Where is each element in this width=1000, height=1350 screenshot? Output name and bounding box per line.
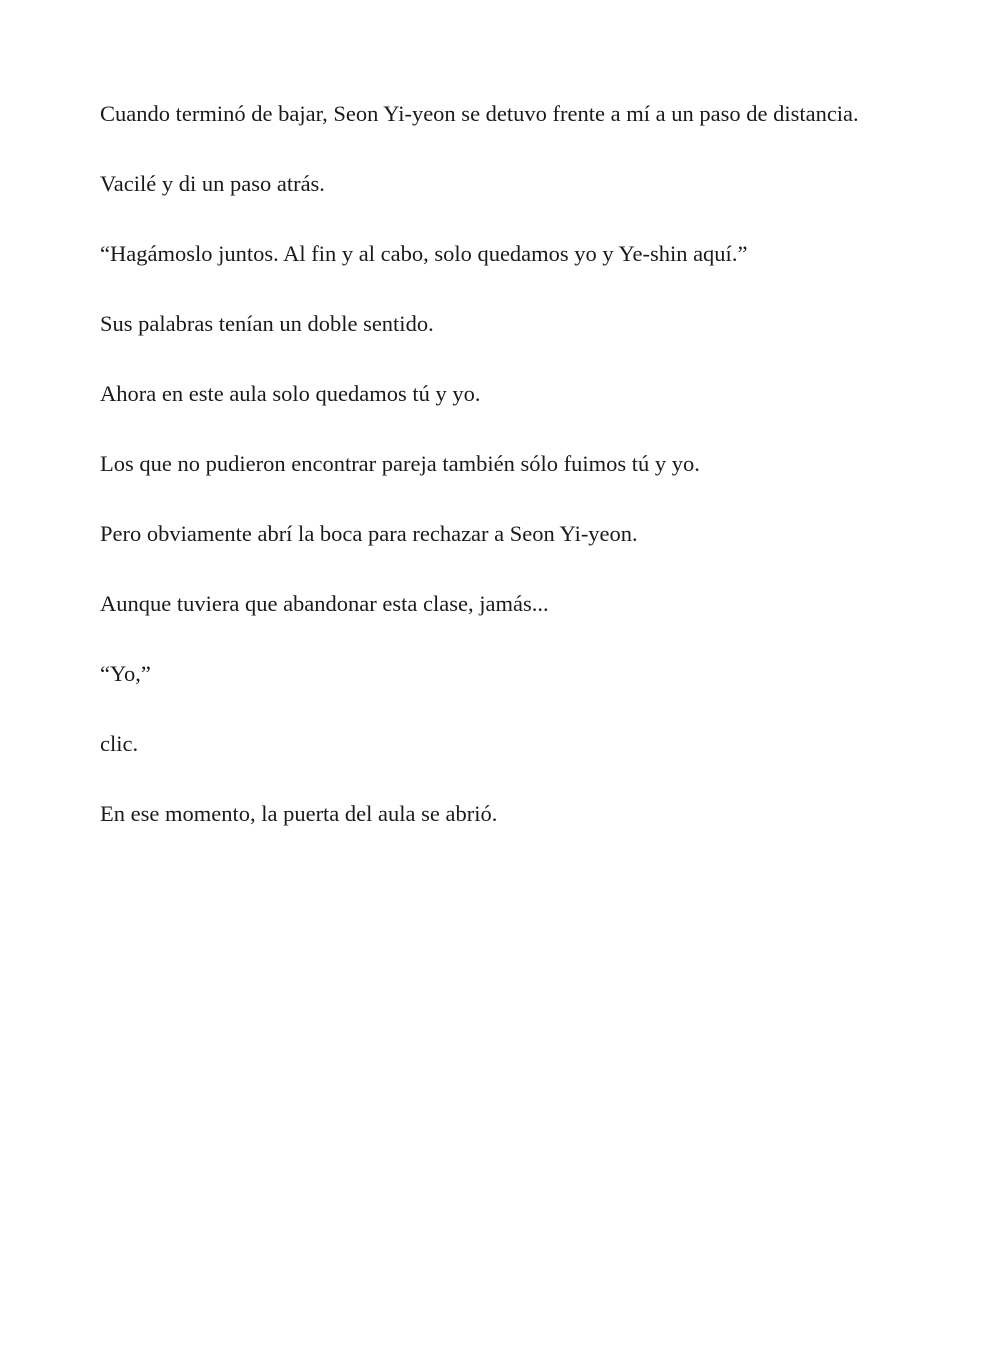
paragraph: Aunque tuviera que abandonar esta clase, jamás...	[100, 591, 549, 616]
paragraph: Sus palabras tenían un doble sentido.	[100, 311, 434, 336]
paragraph: Cuando terminó de bajar, Seon Yi-yeon se detuvo frente a mí a un paso de distancia.	[100, 101, 859, 126]
paragraph: “Hagámoslo juntos. Al fin y al cabo, solo quedamos yo y Ye-shin aquí.”	[100, 241, 748, 266]
paragraph: Los que no pudieron encontrar pareja también sólo fuimos tú y yo.	[100, 451, 700, 476]
paragraph: “Yo,”	[100, 661, 151, 686]
paragraph: Ahora en este aula solo quedamos tú y yo.	[100, 381, 481, 406]
paragraph: clic.	[100, 731, 139, 756]
paragraph: Pero obviamente abrí la boca para rechazar a Seon Yi-yeon.	[100, 521, 638, 546]
paragraph: En ese momento, la puerta del aula se abrió.	[100, 801, 498, 826]
paragraph: Vacilé y di un paso atrás.	[100, 171, 325, 196]
document-page	[100, 96, 880, 866]
